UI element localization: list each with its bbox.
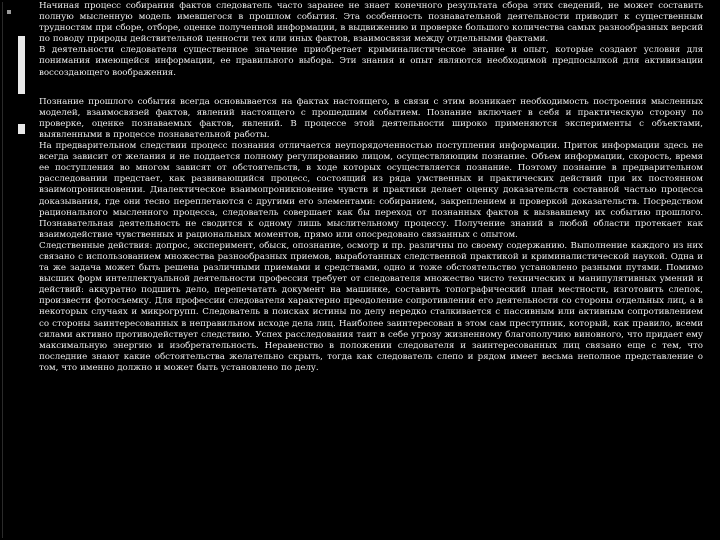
accent-bar-bottom	[18, 124, 25, 134]
paragraph: Познание прошлого события всегда основывается на фактах настоящего, в связи с этим возникает необходимость построения мысленных моделей, взаимосвязей фактов, явлений настоящего с прошедшим событием. Познание включает в себя и практическую сторону по проверке, оценке познаваемых фактов, явлений. В процессе этой деятельности широко применяются эксперименты с объектами, выявленными в процессе познавательной работы.	[39, 96, 703, 140]
paragraph: Начиная процесс собирания фактов следователь часто заранее не знает конечного результата сбора этих сведений, не может составить полную мысленную модель имевшегося в прошлом события. Эта особенность познавательной деятельности приводит к существенным трудностям при сборе, отборе, оценке полученной информации, в выдвижению и проверке большого количества самых разнообразных версий по поводу природы действительной ценности тех или иных фактов, взаимосвязи между отдельными фактами.	[39, 1, 703, 45]
paragraph: На предварительном следствии процесс познания отличается неупорядоченностью поступления информации. Приток информации здесь не всегда зависит от желания и не поддается полному регулированию лицом, осуществляющим познание. Объем информации, скорость, время ее поступления во многом зависят от обстоятельств, в ходе которых осуществляется познание. Поэтому познание в предварительном расследовании предстает, как развивающийся процесс, состоящий из ряда умственных и практических действий при их постоянном взаимопроникновении. Диалектическое взаимопроникновение чувств и практики делает оценку доказательств составной частью процесса доказывания, где они тесно переплетаются с другими его элементами: собиранием, закреплением и проверкой доказательств. Посредством рационального мысленного процесса, следователь совершает как бы переход от познанных фактов к вызвавшему их событию прошлого. Познавательная деятельность не сводится к одному лишь мыслительному процессу. Получение знаний в любой области протекает как взаимодействие чувственных и рациональных моментов, прямо или опосредовано связанных с опытом.	[39, 141, 703, 240]
paragraph: Следственные действия: допрос, эксперимент, обыск, опознание, осмотр и пр. различны по своему содержанию. Выполнение каждого из них связано с использованием множества разнообразных приемов, выработанных следственной практикой и криминалистической наукой. Одна и та же задача может быть решена различными приемами и средствами, одно и тоже обстоятельство установлено разными путями. Помимо высших форм интеллектуальной деятельности профессия требует от следователя множество чисто технических и манипулятивных умений и действий: аккуратно подшить дело, перепечатать документ на машинке, составить топографический план местности, изготовить слепок, произвести фотосъемку. Для профессии следователя характерно преодоление сопротивления его деятельности со стороны отдельных лиц, а в некоторых случаях и микрогрупп. Следователь в поисках истины по делу нередко сталкивается с пассивным или активным сопротивлением со стороны заинтересованных в неправильном исходе дела лиц. Наиболее заинтересован в этом сам преступник, который, как правило, всеми силами активно противодействует следствию. Успех расследования таит в себе угрозу жизненному благополучию виновного, что придает ему максимальную энергию и изобретательность. Неравенство в положении следователя и заинтересованных лиц связано еще с тем, что последние знают какие обстоятельства желательно скрыть, тогда как следователь слепо и рядом имеет весьма неполное представление о том, что именно должно и может быть установлено по делу.	[39, 240, 703, 373]
bullet-icon	[7, 10, 11, 14]
paragraph: В деятельности следователя существенное значение приобретает криминалистическое знание и опыт, которые создают условия для понимания имеющейся информации, ее правильного выбора. Эти знания и опыт являются необходимой предпосылкой для активизации воссоздающего воображения.	[39, 45, 703, 78]
paragraph-gap	[39, 79, 703, 97]
slide-text-body	[39, 1, 703, 374]
slide-margin-rule	[2, 2, 17, 538]
accent-bar-top	[18, 36, 25, 94]
